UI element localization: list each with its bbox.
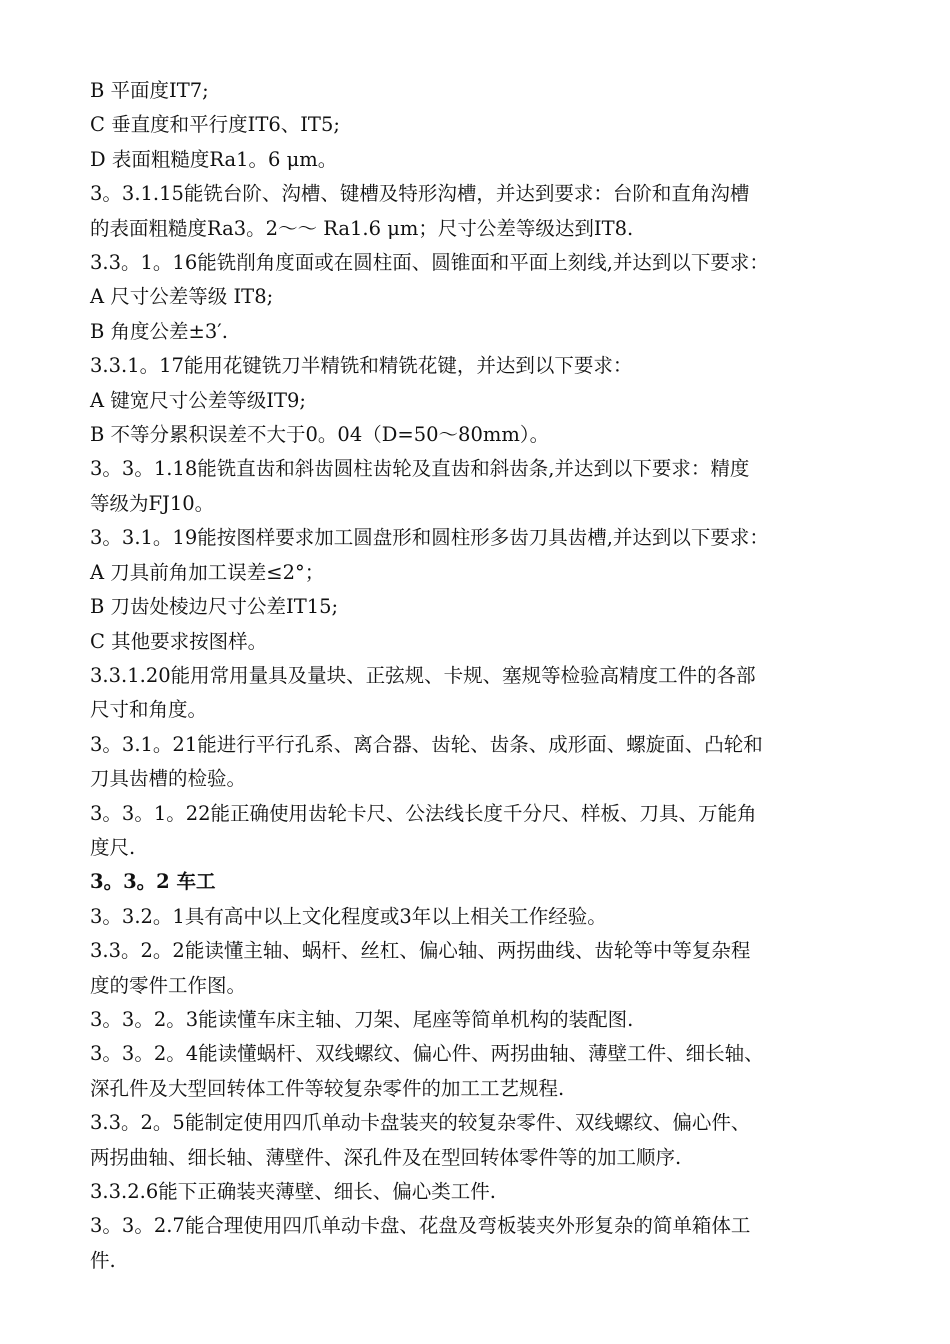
text-line: 3。3.1。21能进行平行孔系、离合器、齿轮、齿条、成形面、螺旋面、凸轮和 <box>90 732 763 756</box>
text-line: A 键宽尺寸公差等级IT9; <box>90 388 306 412</box>
text-line: 3。3。1.18能铣直齿和斜齿圆柱齿轮及直齿和斜齿条,并达到以下要求：精度 <box>90 457 750 481</box>
text-line: A 刀具前角加工误差≤2°； <box>90 560 325 584</box>
document-body <box>90 74 865 1278</box>
text-line: 深孔件及大型回转体工件等较复杂零件的加工工艺规程. <box>90 1076 565 1100</box>
text-line: 3.3。2。2能读懂主轴、蜗杆、丝杠、偏心轴、两拐曲线、齿轮等中等复杂程 <box>90 939 751 963</box>
text-line: A 尺寸公差等级 IT8; <box>90 285 274 309</box>
text-line: B 角度公差±3′. <box>90 319 228 343</box>
text-line: 度的零件工作图。 <box>90 973 247 997</box>
text-line: 3。3。2。3能读懂车床主轴、刀架、尾座等简单机构的装配图. <box>90 1007 634 1031</box>
text-line: D 表面粗糙度Ra1。6 μm。 <box>90 147 338 171</box>
text-line: 的表面粗糙度Ra3。2～～ Ra1.6 μm；尺寸公差等级达到IT8. <box>90 216 634 240</box>
text-line: 3。3.1.15能铣台阶、沟槽、键槽及特形沟槽，并达到要求：台阶和直角沟槽 <box>90 182 750 206</box>
section-heading: 3。3。2 车工 <box>90 870 216 894</box>
text-line: 度尺. <box>90 835 136 859</box>
text-line: 3.3.1。17能用花键铣刀半精铣和精铣花键，并达到以下要求： <box>90 354 633 378</box>
text-line: 刀具齿槽的检验。 <box>90 767 247 791</box>
text-line: 3。3.1。19能按图样要求加工圆盘形和圆柱形多齿刀具齿槽,并达到以下要求： <box>90 526 769 550</box>
text-line: 3.3.1.20能用常用量具及量块、正弦规、卡规、塞规等检验高精度工件的各部 <box>90 663 756 687</box>
text-line: C 垂直度和平行度IT6、IT5; <box>90 113 340 137</box>
text-line: 3。3。2.7能合理使用四爪单动卡盘、花盘及弯板装夹外形复杂的简单箱体工 <box>90 1214 751 1238</box>
text-line: B 平面度IT7; <box>90 79 209 102</box>
text-line: 件. <box>90 1248 116 1272</box>
text-line: 等级为FJ10。 <box>90 491 215 515</box>
text-line: C 其他要求按图样。 <box>90 629 268 653</box>
text-line: 3。3。1。22能正确使用齿轮卡尺、公法线长度千分尺、样板、刀具、万能角 <box>90 801 757 825</box>
text-line: 3.3.2.6能下正确装夹薄壁、细长、偏心类工件. <box>90 1180 496 1203</box>
text-line: 3.3。1。16能铣削角度面或在圆柱面、圆锥面和平面上刻线,并达到以下要求： <box>90 251 769 275</box>
text-line: 两拐曲轴、细长轴、薄壁件、深孔件及在型回转体零件等的加工顺序. <box>90 1145 682 1169</box>
text-line: 3。3。2。4能读懂蜗杆、双线螺纹、偏心件、两拐曲轴、薄壁工件、细长轴、 <box>90 1042 764 1066</box>
text-line: 3。3.2。1具有高中以上文化程度或3年以上相关工作经验。 <box>90 904 607 928</box>
text-line: B 刀齿处棱边尺寸公差IT15; <box>90 595 339 619</box>
text-line: B 不等分累积误差不大于0。04（D=50～80mm）。 <box>90 423 550 447</box>
text-line: 3.3。2。5能制定使用四爪单动卡盘装夹的较复杂零件、双线螺纹、偏心件、 <box>90 1111 751 1135</box>
text-line: 尺寸和角度。 <box>90 698 208 722</box>
